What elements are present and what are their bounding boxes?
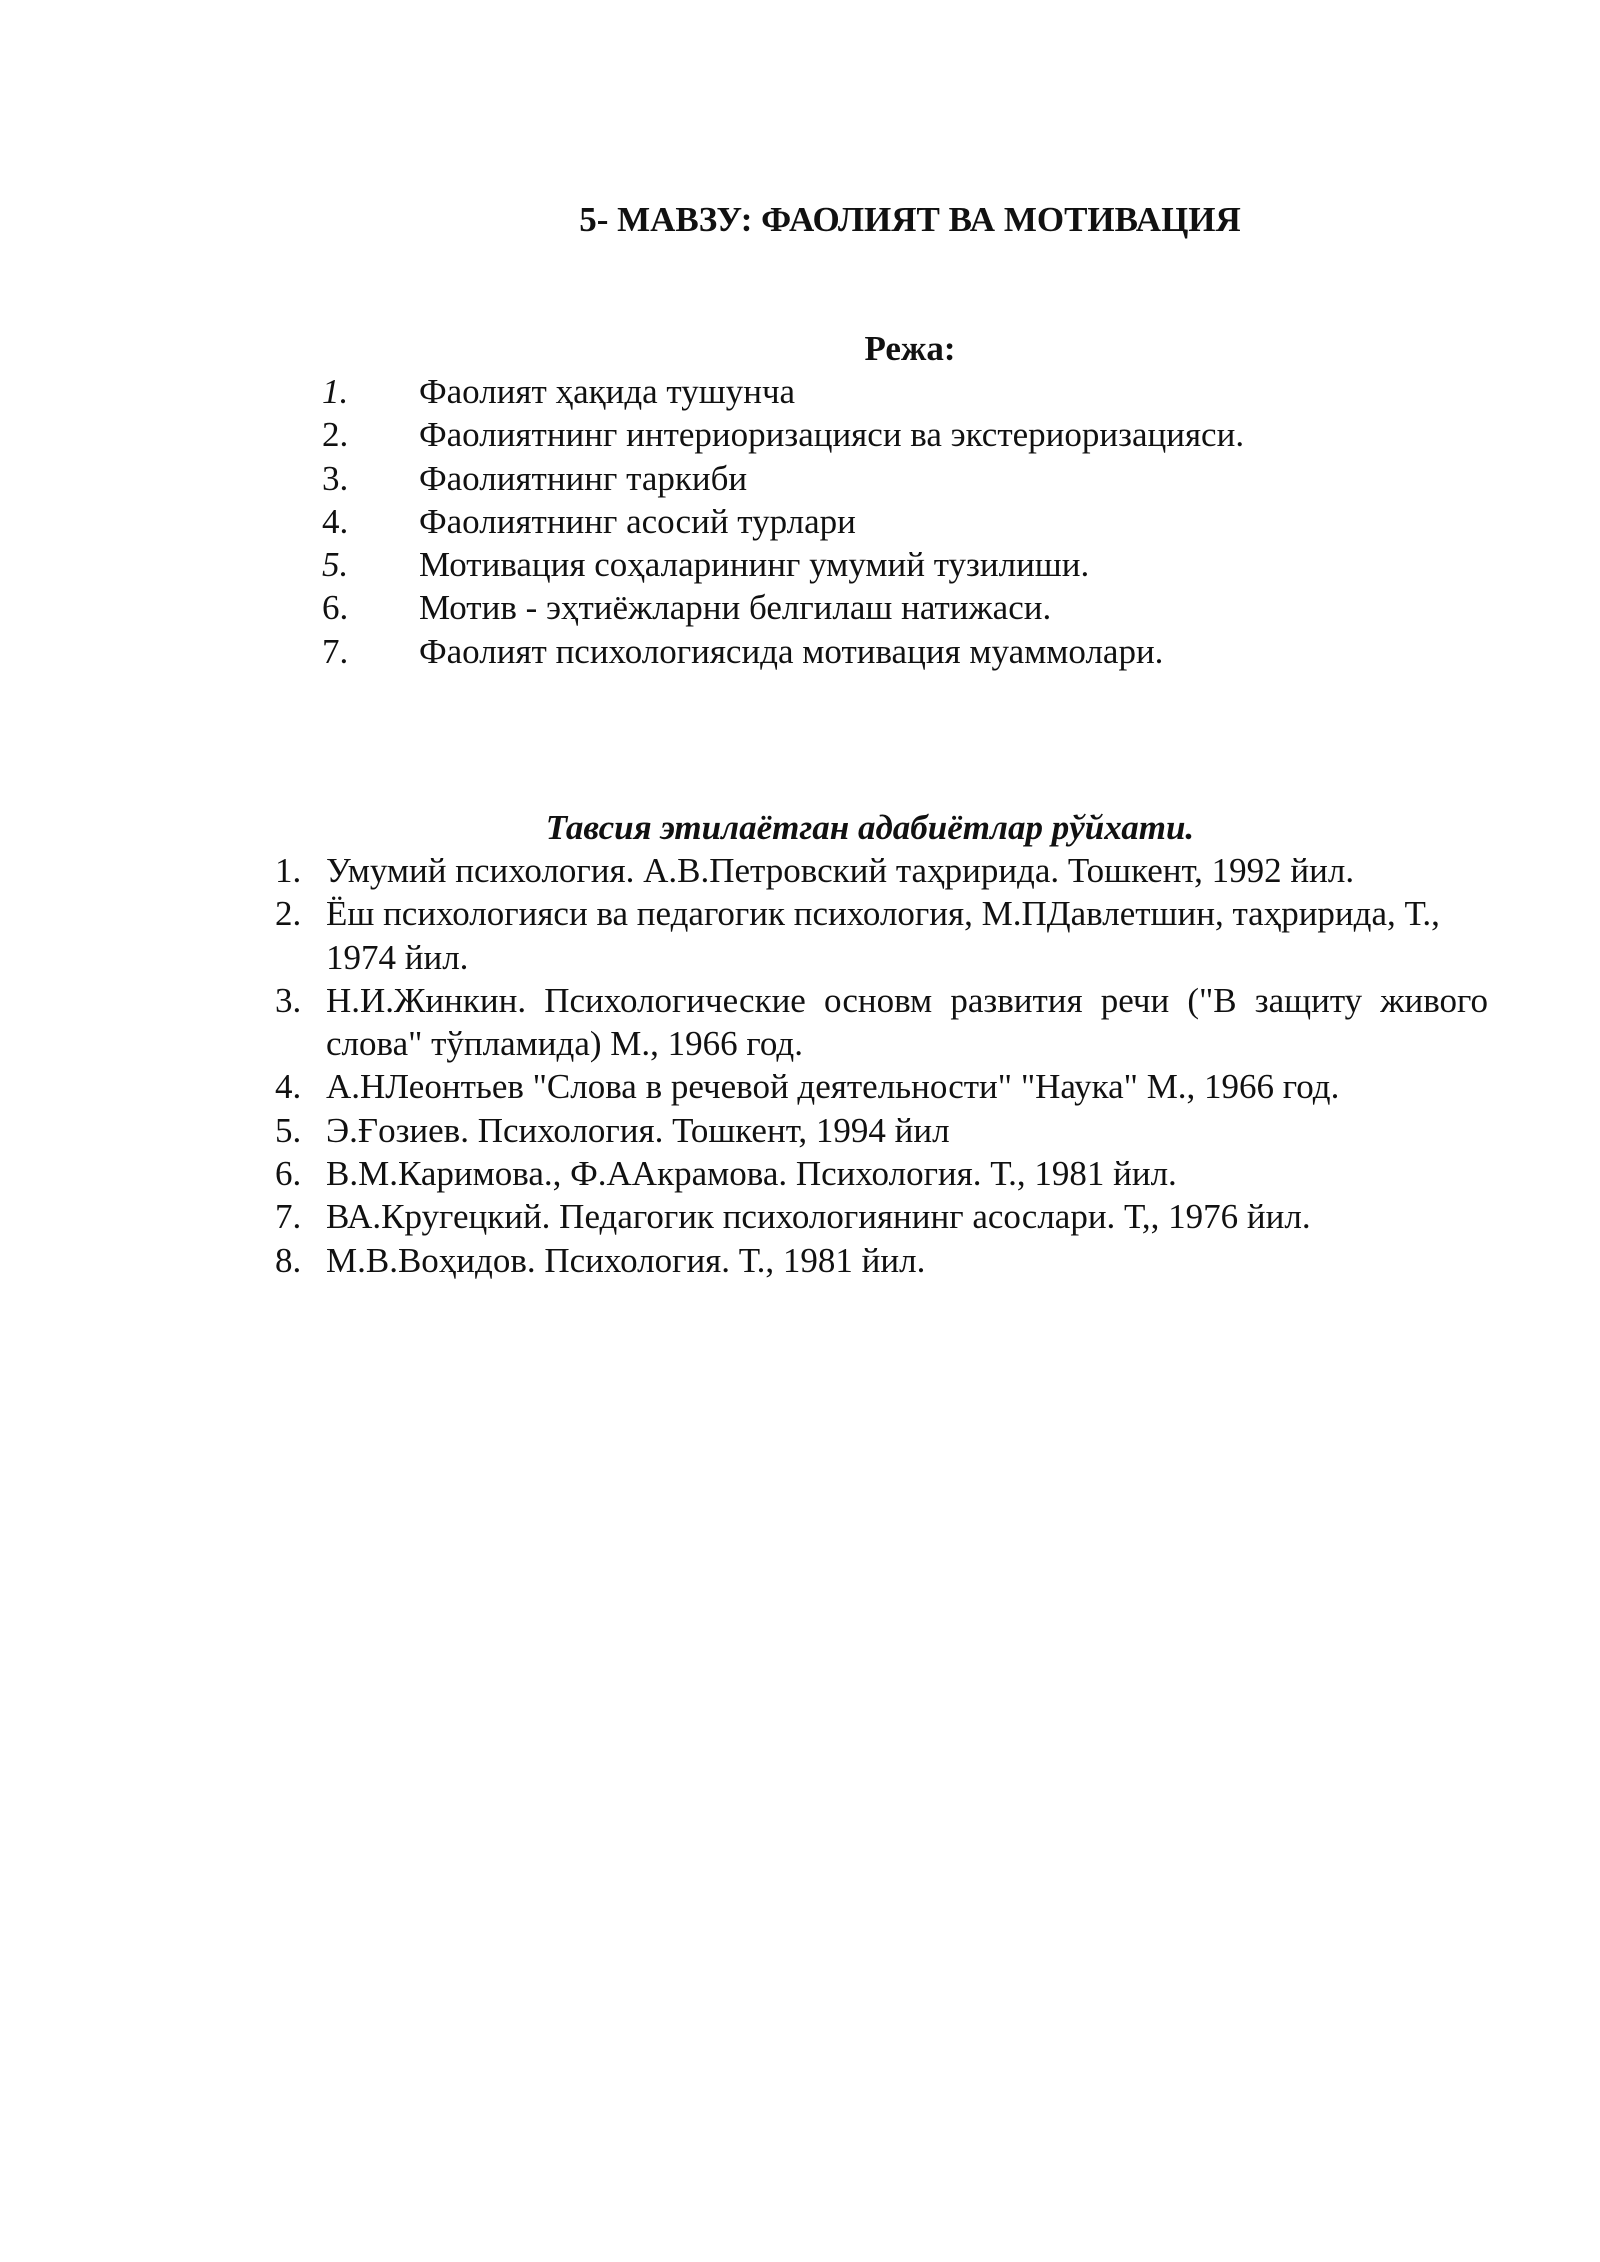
plan-item [322,457,1422,500]
plan-item-number: 1. [322,372,349,411]
reference-item [275,1195,1488,1238]
plan-heading: Режа: [864,329,956,368]
reference-item-text: В.М.Каримова., Ф.ААкрамова. Психология. Т., 1981 йил. [326,1154,1177,1194]
plan-item-text: Мотив - эҳтиёжларни белгилаш натижаси. [419,588,1052,628]
reference-item-text: Н.И.Жинкин. Психологические основм развития речи ("В защиту живого слова" тўпламида) М., 1966 год. [326,980,1488,1064]
page-title: 5- МАВЗУ: ФАОЛИЯТ ВА МОТИВАЦИЯ [579,200,1241,239]
reference-item-number: 4. [275,1067,302,1107]
references-heading: Тавсия этилаётган адабиётлар рўйхати. [545,808,1195,847]
reference-item-text: Ёш психологияси ва педагогик психология, М.ПДавлетшин, таҳририда, Т., 1974 йил. [326,894,1440,977]
reference-item-number: 2. [275,894,302,934]
reference-item [275,849,1488,892]
plan-item [322,543,1422,586]
plan-item-number: 2. [322,415,349,455]
reference-item-number: 3. [275,980,302,1020]
reference-item [275,1065,1488,1108]
plan-item-number: 4. [322,501,349,541]
reference-item-text: Э.Ғозиев. Психология. Тошкент, 1994 йил [326,1110,950,1150]
plan-list [322,370,1422,673]
reference-item-text: М.В.Воҳидов. Психология. Т., 1981 йил. [326,1240,926,1280]
plan-item-text: Фаолият психологиясида мотивация муаммолари. [419,631,1164,671]
plan-item [322,413,1422,456]
reference-item-text: ВА.Кругецкий. Педагогик психологиянинг асослари. Т,, 1976 йил. [326,1197,1311,1237]
plan-item [322,500,1422,543]
reference-item [275,979,1488,1066]
reference-item-number: 6. [275,1154,302,1194]
reference-item [275,1152,1488,1195]
plan-item-number: 7. [322,631,349,671]
reference-item-number: 8. [275,1240,302,1280]
references-list [275,849,1488,1282]
plan-item [322,630,1422,673]
plan-item [322,586,1422,629]
plan-item-text: Фаолиятнинг интериоризацияси ва экстериоризацияси. [419,415,1245,455]
plan-item [322,370,1422,413]
reference-item-number: 1. [275,851,302,890]
reference-item [275,1109,1488,1152]
reference-item [275,892,1488,979]
plan-item-text: Мотивация соҳаларининг умумий тузилиши. [419,545,1090,585]
reference-item-number: 7. [275,1197,302,1237]
reference-item [275,1239,1488,1282]
plan-item-number: 6. [322,588,349,628]
plan-item-text: Фаолиятнинг асосий турлари [419,501,856,541]
reference-item-number: 5. [275,1110,302,1150]
plan-item-number: 3. [322,458,349,498]
plan-item-number: 5. [322,545,349,585]
plan-item-text: Фаолият ҳақида тушунча [419,372,796,411]
reference-item-text: А.НЛеонтьев "Слова в речевой деятельности" "Наука" М., 1966 год. [326,1067,1340,1107]
reference-item-text: Умумий психология. А.В.Петровский таҳририда. Тошкент, 1992 йил. [326,851,1355,890]
plan-item-text: Фаолиятнинг таркиби [419,458,748,498]
